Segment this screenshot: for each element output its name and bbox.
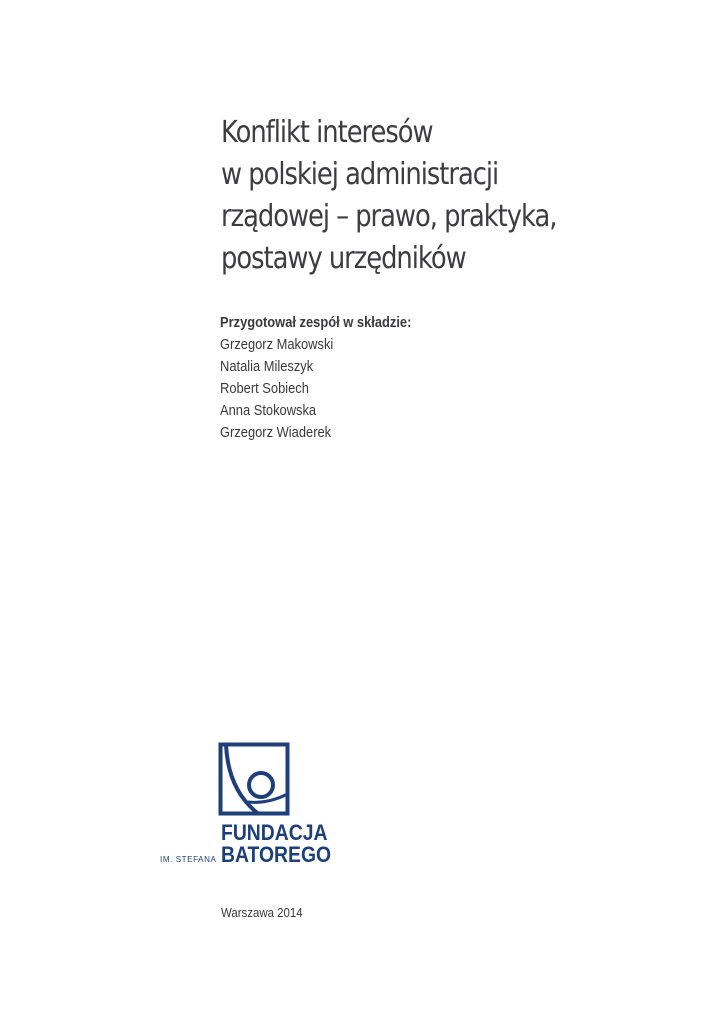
title-line: w polskiej administracji [221, 157, 499, 192]
author-name: Anna Stokowska [220, 402, 317, 419]
authors-heading: Przygotował zespół w składzie: [220, 314, 412, 331]
document-title [221, 112, 634, 280]
publisher-logo-text [221, 822, 331, 866]
publisher-line-2: BATOREGO [221, 842, 332, 867]
author-name: Robert Sobiech [220, 380, 309, 397]
author-name: Natalia Mileszyk [220, 358, 314, 375]
title-line: rządowej – prawo, praktyka, [221, 199, 557, 234]
author-name: Grzegorz Wiaderek [220, 424, 332, 441]
place-year: Warszawa 2014 [221, 905, 303, 920]
authors-block [220, 312, 411, 444]
fundacja-batorego-logo-icon [218, 742, 290, 816]
logo-prefix: IM. STEFANA [160, 855, 217, 864]
title-line: Konflikt interesów [221, 115, 433, 150]
publisher-line-1: FUNDACJA [221, 820, 328, 845]
title-line: postawy urzędników [221, 241, 466, 276]
author-name: Grzegorz Makowski [220, 336, 334, 353]
